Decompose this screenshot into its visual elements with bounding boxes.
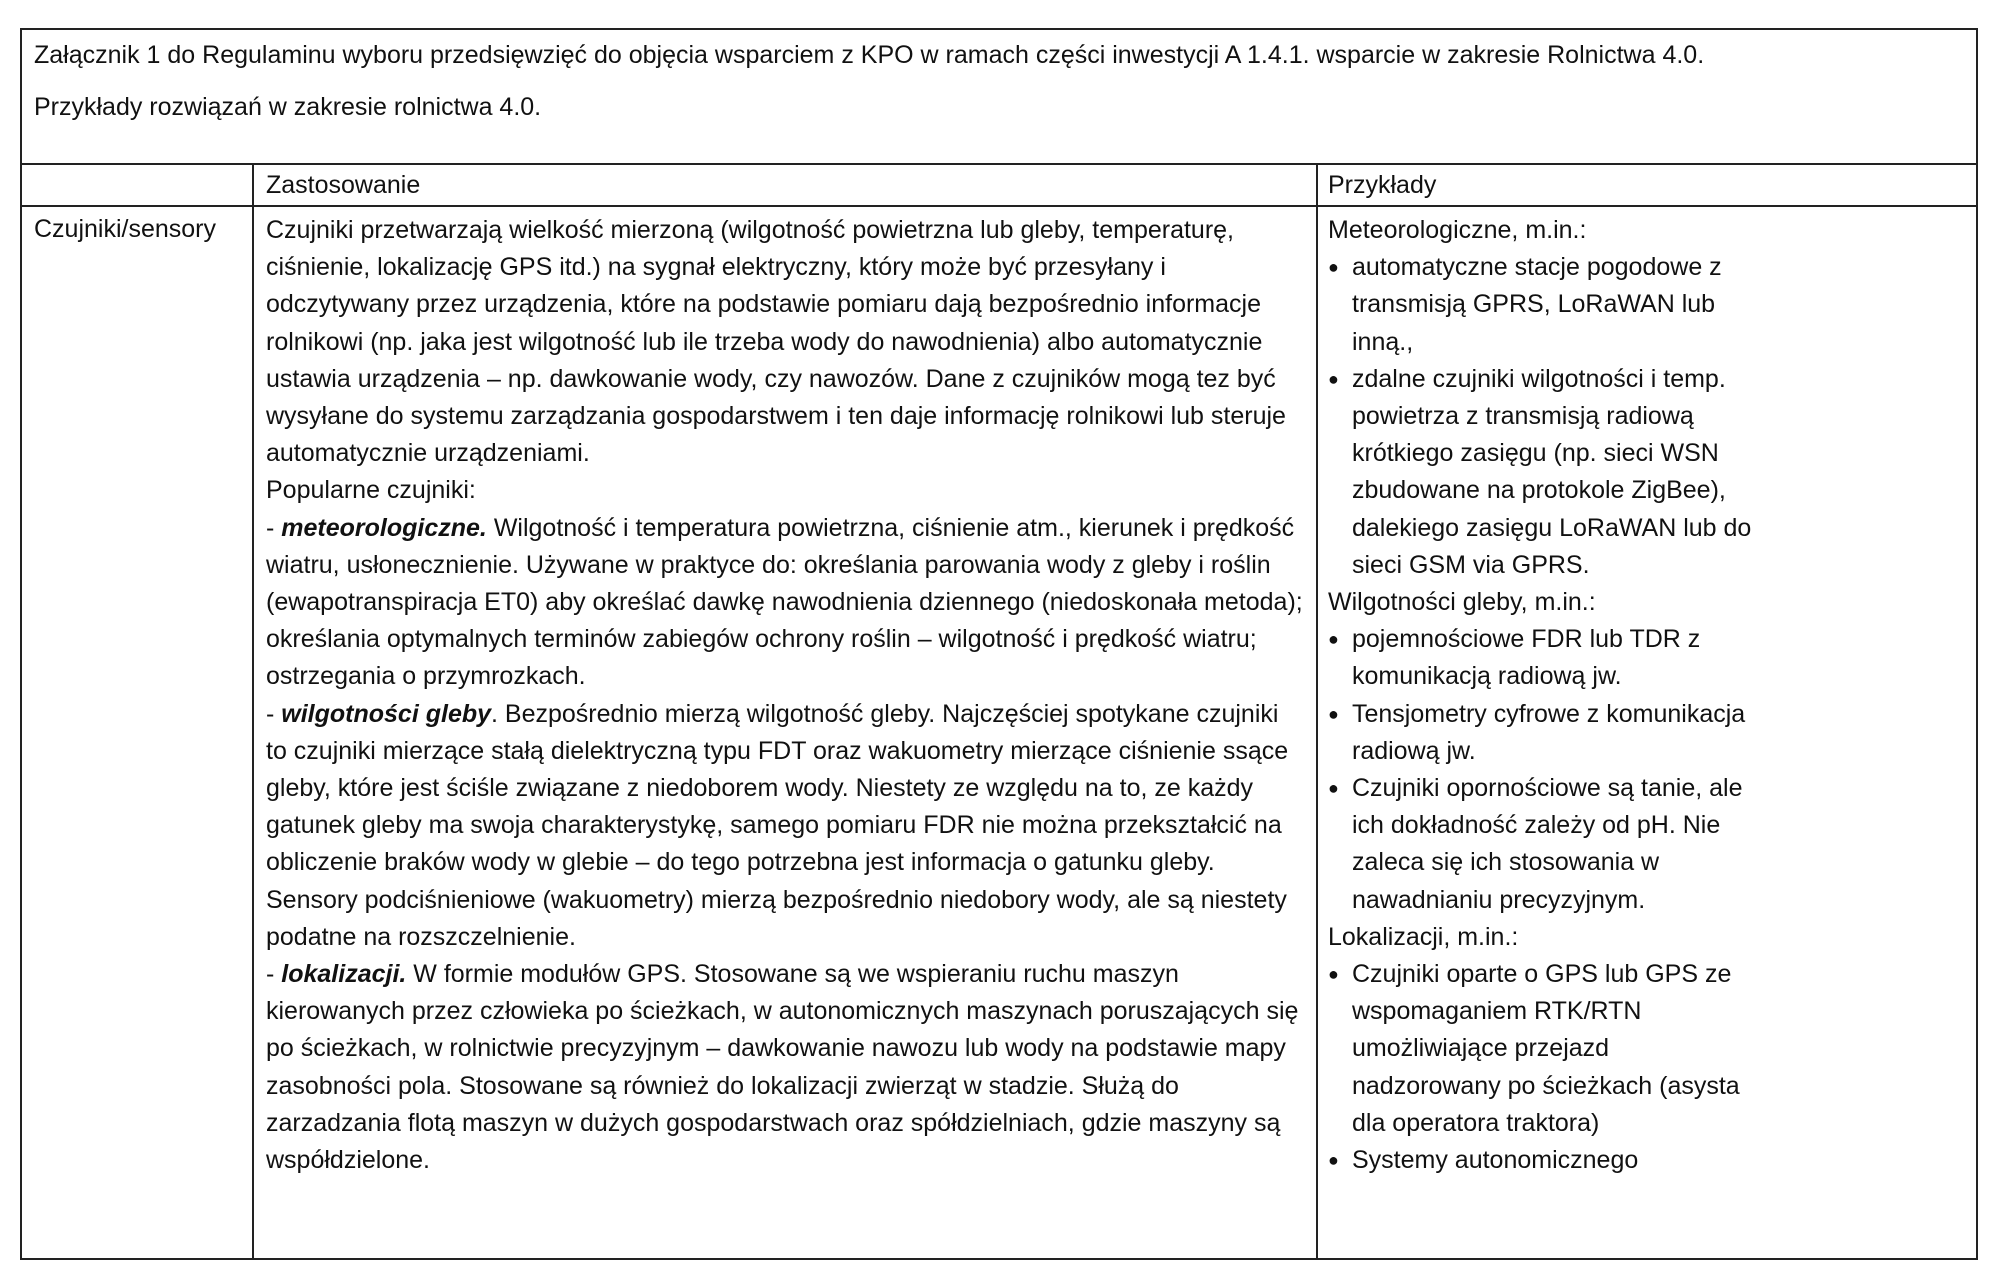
examples-soil-list bbox=[1328, 621, 1968, 919]
list-item: ● Tensjometry cyfrowe z komunikacja radiową jw. bbox=[1328, 696, 1752, 770]
header-row-divider bbox=[22, 205, 1976, 207]
list-item: ● Systemy autonomicznego bbox=[1328, 1142, 1752, 1179]
examples-location-list bbox=[1328, 956, 1968, 1179]
soil-text: . Bezpośrednio mierzą wilgotność gleby. Najczęściej spotykane czujniki to czujniki mierzące stałą dielektryczną typu FDT oraz wakuometry mierzące ciśnienie ssące gleby, które jest ściśle związane z niedoborem wody. Niestety ze względu na to, ze każdy gatunek gleby ma swoja charakterystykę, samego pomiaru FDR nie można przekształcić na obliczenie braków wody w glebie – do tego potrzebna jest informacja o gatunku gleby. Sensory podciśnieniowe (wakuometry) mierzą bezpośrednio niedobory wody, ale są niestety podatne na rozszczelnienie. bbox=[266, 699, 1289, 951]
list-item: ● Czujniki oparte o GPS lub GPS ze wspomaganiem RTK/RTN umożliwiające przejazd nadzorowany po ścieżkach (asysta dla operatora traktora) bbox=[1328, 956, 1752, 1142]
examples-meteo-list bbox=[1328, 249, 1968, 584]
annex-title: Załącznik 1 do Regulaminu wyboru przedsięwzięć do objęcia wsparciem z KPO w ramach części inwestycji A 1.4.1. wsparcie w zakresie Rolnictwa 4.0. bbox=[34, 41, 1705, 69]
location-label: lokalizacji. bbox=[281, 960, 407, 989]
row-label-sensors: Czujniki/sensory bbox=[34, 215, 217, 243]
meteo-label: meteorologiczne. bbox=[281, 513, 487, 542]
examples-soil-heading: Wilgotności gleby, m.in.: bbox=[1328, 588, 1596, 617]
examples-location-heading: Lokalizacji, m.in.: bbox=[1328, 922, 1519, 951]
column-header-examples: Przykłady bbox=[1328, 171, 1437, 199]
document-header bbox=[22, 30, 1976, 165]
list-item: ● pojemnościowe FDR lub TDR z komunikacją radiową jw. bbox=[1328, 621, 1752, 695]
column-header-application: Zastosowanie bbox=[266, 171, 421, 199]
meteo-paragraph: - meteorologiczne. Wilgotność i temperatura powietrzna, ciśnienie atm., kierunek i prędkość wiatru, usłonecznienie. Używane w praktyce do: określania parowania wody z gleby i roślin (ewapotranspiracja ET0) aby określać dawkę nawodnienia dziennego (niedoskonała metoda); określania optymalnych terminów zabiegów ochrony roślin – wilgotność i prędkość wiatru; ostrzegania o przymrozkach. bbox=[266, 513, 1303, 691]
list-item: ● Czujniki opornościowe są tanie, ale ich dokładność zależy od pH. Nie zaleca się ich stosowania w nawadnianiu precyzyjnym. bbox=[1328, 770, 1752, 919]
sensors-intro: Czujniki przetwarzają wielkość mierzoną (wilgotność powietrzna lub gleby, temperaturę, ciśnienie, lokalizację GPS itd.) na sygnał elektryczny, który może być przesyłany i odczytywany przez urządzenia, które na podstawie pomiaru dają bezpośrednio informacje rolnikowi (np. jaka jest wilgotność lub ile trzeba wody do nawodnienia) albo automatycznie ustawia urządzenia – np. dawkowanie wody, czy nawozów. Dane z czujników mogą tez być wysyłane do systemu zarządzania gospodarstwem i ten daje informację rolnikowi lub steruje automatycznie urządzeniami. bbox=[266, 216, 1286, 468]
annex-subtitle: Przykłady rozwiązań w zakresie rolnictwa 4.0. bbox=[34, 93, 542, 121]
document-frame bbox=[20, 28, 1978, 1260]
location-paragraph: - lokalizacji. W formie modułów GPS. Stosowane są we wspieraniu ruchu maszyn kierowanych przez człowieka po ścieżkach, w autonomicznych maszynach poruszających się po ścieżkach, w rolnictwie precyzyjnym – dawkowanie nawozu lub wody na podstawie mapy zasobności pola. Stosowane są również do lokalizacji zwierząt w stadzie. Służą do zarzadzania flotą maszyn w dużych gospodarstwach oraz spółdzielniach, gdzie maszyny są współdzielone. bbox=[266, 960, 1299, 1175]
soil-label: wilgotności gleby bbox=[281, 699, 492, 728]
examples-meteo-heading: Meteorologiczne, m.in.: bbox=[1328, 216, 1587, 244]
list-item: ● zdalne czujniki wilgotności i temp. powietrza z transmisją radiową krótkiego zasięgu (np. sieci WSN zbudowane na protokole ZigBee), dalekiego zasięgu LoRaWAN lub do sieci GSM via GPRS. bbox=[1328, 361, 1752, 584]
soil-paragraph: - wilgotności gleby. Bezpośrednio mierzą wilgotność gleby. Najczęściej spotykane czujniki to czujniki mierzące stałą dielektryczną typu FDT oraz wakuometry mierzące ciśnienie ssące gleby, które jest ściśle związane z niedoborem wody. Niestety ze względu na to, ze każdy gatunek gleby ma swoja charakterystykę, samego pomiaru FDR nie można przekształcić na obliczenie braków wody w glebie – do tego potrzebna jest informacja o gatunku gleby. Sensory podciśnieniowe (wakuometry) mierzą bezpośrednio niedobory wody, ale są niestety podatne na rozszczelnienie. bbox=[266, 699, 1289, 951]
meteo-text: Wilgotność i temperatura powietrzna, ciśnienie atm., kierunek i prędkość wiatru, usłonecznienie. Używane w praktyce do: określania parowania wody z gleby i roślin (ewapotranspiracja ET0) aby określać dawkę nawodnienia dziennego (niedoskonała metoda); określania optymalnych terminów zabiegów ochrony roślin – wilgotność i prędkość wiatru; ostrzegania o przymrozkach. bbox=[266, 513, 1303, 691]
examples-cell bbox=[1328, 212, 1968, 1179]
list-item: ● automatyczne stacje pogodowe z transmisją GPRS, LoRaWAN lub inną., bbox=[1328, 249, 1752, 361]
popular-sensors-heading: Popularne czujniki: bbox=[266, 476, 476, 505]
column-divider bbox=[252, 165, 254, 1258]
column-divider bbox=[1316, 165, 1318, 1258]
location-text: W formie modułów GPS. Stosowane są we wspieraniu ruchu maszyn kierowanych przez człowieka po ścieżkach, w autonomicznych maszynach poruszających się po ścieżkach, w rolnictwie precyzyjnym – dawkowanie nawozu lub wody na podstawie mapy zasobności pola. Stosowane są również do lokalizacji zwierząt w stadzie. Służą do zarzadzania flotą maszyn w dużych gospodarstwach oraz spółdzielniach, gdzie maszyny są współdzielone. bbox=[266, 960, 1299, 1175]
application-cell bbox=[266, 212, 1306, 1179]
